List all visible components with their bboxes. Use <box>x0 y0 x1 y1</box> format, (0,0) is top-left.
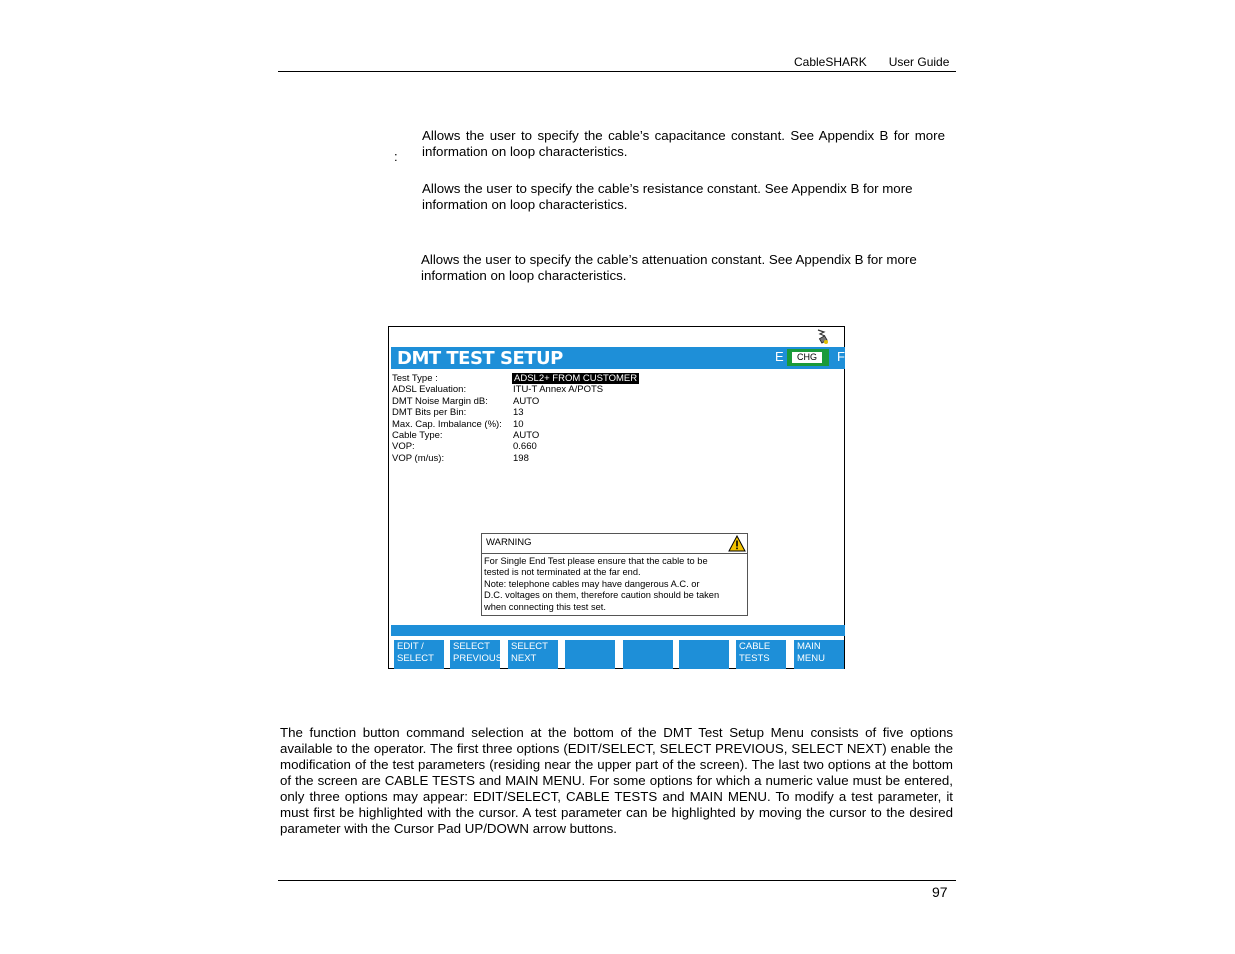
warning-line: Note: telephone cables may have dangerous A.C. or <box>484 578 700 589</box>
edit-select-button[interactable] <box>394 640 444 669</box>
body-paragraph: The function button command selection at the bottom of the DMT Test Setup Menu consists of five options available to the operator. The first three options (EDIT/SELECT, SELECT PREVIOUS, SELECT NEXT) enable the modification of the test parameters (residing near the upper part of the screen). The last two options at the bottom of the screen are CABLE TESTS and MAIN MENU. For some options for which a numeric value must be entered, only three options may appear: EDIT/SELECT, CABLE TESTS and MAIN MENU. To modify a test parameter, it must first be highlighted with the cursor. A test parameter can be highlighted by moving the cursor to the desired parameter with the Cursor Pad UP/DOWN arrow buttons. <box>280 725 953 836</box>
charge-indicator-label: CHG <box>792 352 822 363</box>
parameter-value[interactable]: 0.660 <box>513 441 537 453</box>
dmt-test-setup-screen <box>388 326 845 669</box>
screen-title-bar <box>391 347 845 369</box>
parameter-value[interactable]: 10 <box>513 418 524 430</box>
parameter-label: Max. Cap. Imbalance (%): <box>392 418 502 430</box>
fkey-line: PREVIOUS <box>453 653 503 664</box>
warning-header <box>482 534 747 554</box>
warning-dialog <box>481 533 748 616</box>
fkey-line: TESTS <box>739 653 770 664</box>
screen-title: DMT TEST SETUP <box>397 348 563 369</box>
attenuation-description: Allows the user to specify the cable’s attenuation constant. See Appendix B for more information on loop characteristics. <box>421 252 917 283</box>
indicator-f: F <box>837 349 845 364</box>
parameter-label: VOP (m/us): <box>392 452 445 464</box>
page-number: 97 <box>932 884 948 900</box>
header-subtitle: User Guide <box>888 55 950 69</box>
parameter-value[interactable]: 198 <box>513 452 529 464</box>
fkey-line: SELECT <box>511 641 548 652</box>
parameter-value[interactable]: 13 <box>513 407 524 419</box>
warning-message <box>484 556 746 613</box>
header-rule <box>278 71 956 72</box>
fkey-line: EDIT / <box>397 641 424 652</box>
parameter-label: Cable Type: <box>392 429 443 441</box>
footer-rule <box>278 880 956 881</box>
header-title: CableSHARK <box>794 55 867 69</box>
function-key-blank[interactable] <box>565 640 615 669</box>
warning-triangle-icon <box>728 535 746 552</box>
capacitance-description: Allows the user to specify the cable’s capacitance constant. See Appendix B for more information on loop characteristics. <box>422 128 945 159</box>
fkey-line: NEXT <box>511 653 537 664</box>
select-next-button[interactable] <box>508 640 558 669</box>
cable-tests-button[interactable] <box>736 640 786 669</box>
parameter-label: Test Type : <box>392 373 438 384</box>
warning-line: For Single End Test please ensure that the cable to be <box>484 556 708 566</box>
main-menu-button[interactable] <box>794 640 844 669</box>
status-bar <box>391 625 845 636</box>
warning-title: WARNING <box>486 537 532 548</box>
function-key-blank[interactable] <box>623 640 673 669</box>
fkey-line: SELECT <box>453 641 490 652</box>
parameter-label: DMT Bits per Bin: <box>392 407 467 419</box>
charge-indicator <box>787 349 829 366</box>
parameter-value-selected[interactable]: ADSL2+ FROM CUSTOMER <box>514 373 638 384</box>
parameter-label: DMT Noise Margin dB: <box>392 395 488 407</box>
warning-line: D.C. voltages on them, therefore caution should be taken <box>484 590 720 601</box>
cable-plug-icon <box>815 329 829 345</box>
fkey-line: MENU <box>797 653 825 664</box>
function-key-blank[interactable] <box>679 640 729 669</box>
resistance-description: Allows the user to specify the cable’s resistance constant. See Appendix B for more information on loop characteristics. <box>422 181 913 212</box>
parameter-value[interactable]: AUTO <box>513 395 540 407</box>
running-header <box>794 55 949 69</box>
warning-line: when connecting this test set. <box>484 601 606 612</box>
select-previous-button[interactable] <box>450 640 503 669</box>
indicator-e: E <box>775 349 784 364</box>
parameter-value[interactable]: AUTO <box>513 429 540 441</box>
parameter-label: VOP: <box>392 441 415 453</box>
warning-line: tested is not terminated at the far end. <box>484 567 641 578</box>
parameter-value[interactable]: ITU-T Annex A/POTS <box>513 384 604 396</box>
parameter-label: ADSL Evaluation: <box>392 384 467 396</box>
colon-mark: : <box>394 149 398 164</box>
fkey-line: SELECT <box>397 653 434 664</box>
fkey-line: CABLE <box>739 641 771 652</box>
fkey-line: MAIN <box>797 641 821 652</box>
